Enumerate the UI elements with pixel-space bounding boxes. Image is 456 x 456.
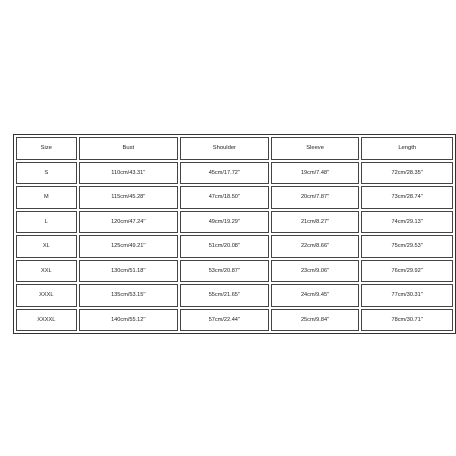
table-row bbox=[16, 284, 453, 307]
cell-sleeve: 22cm/8.66'' bbox=[271, 235, 360, 258]
cell-bust: 115cm/45.28'' bbox=[79, 186, 178, 209]
cell-size: M bbox=[16, 186, 77, 209]
cell-size: L bbox=[16, 211, 77, 234]
cell-length: 72cm/28.35'' bbox=[361, 162, 453, 185]
cell-shoulder: 55cm/21.65'' bbox=[180, 284, 269, 307]
cell-shoulder: 45cm/17.72'' bbox=[180, 162, 269, 185]
table-row bbox=[16, 211, 453, 234]
cell-sleeve: 25cm/9.84'' bbox=[271, 309, 360, 332]
cell-shoulder: 49cm/19.29'' bbox=[180, 211, 269, 234]
cell-size: XXL bbox=[16, 260, 77, 283]
table-row bbox=[16, 260, 453, 283]
cell-shoulder: 51cm/20.08'' bbox=[180, 235, 269, 258]
cell-sleeve: 20cm/7.87'' bbox=[271, 186, 360, 209]
cell-sleeve: 23cm/9.06'' bbox=[271, 260, 360, 283]
cell-sleeve: 24cm/9.45'' bbox=[271, 284, 360, 307]
cell-length: 76cm/29.92'' bbox=[361, 260, 453, 283]
table-row bbox=[16, 235, 453, 258]
cell-length: 75cm/29.53'' bbox=[361, 235, 453, 258]
cell-size: XXXXL bbox=[16, 309, 77, 332]
size-chart-table bbox=[13, 134, 456, 334]
cell-shoulder: 57cm/22.44'' bbox=[180, 309, 269, 332]
header-bust: Bust bbox=[79, 137, 178, 160]
cell-sleeve: 19cm/7.48'' bbox=[271, 162, 360, 185]
table-row bbox=[16, 309, 453, 332]
table-row bbox=[16, 186, 453, 209]
cell-bust: 130cm/51.18'' bbox=[79, 260, 178, 283]
header-shoulder: Shoulder bbox=[180, 137, 269, 160]
cell-sleeve: 21cm/8.27'' bbox=[271, 211, 360, 234]
cell-size: XL bbox=[16, 235, 77, 258]
cell-bust: 125cm/49.21'' bbox=[79, 235, 178, 258]
header-length: Length bbox=[361, 137, 453, 160]
cell-length: 77cm/30.31'' bbox=[361, 284, 453, 307]
cell-length: 74cm/29.13'' bbox=[361, 211, 453, 234]
header-sleeve: Sleeve bbox=[271, 137, 360, 160]
cell-bust: 135cm/53.15'' bbox=[79, 284, 178, 307]
table-header-row bbox=[16, 137, 453, 160]
cell-size: S bbox=[16, 162, 77, 185]
table-row bbox=[16, 162, 453, 185]
cell-bust: 140cm/55.12'' bbox=[79, 309, 178, 332]
cell-shoulder: 53cm/20.87'' bbox=[180, 260, 269, 283]
cell-bust: 120cm/47.24'' bbox=[79, 211, 178, 234]
cell-length: 73cm/28.74'' bbox=[361, 186, 453, 209]
cell-shoulder: 47cm/18.50'' bbox=[180, 186, 269, 209]
cell-bust: 110cm/43.31'' bbox=[79, 162, 178, 185]
cell-size: XXXL bbox=[16, 284, 77, 307]
header-size: Size bbox=[16, 137, 77, 160]
cell-length: 78cm/30.71'' bbox=[361, 309, 453, 332]
